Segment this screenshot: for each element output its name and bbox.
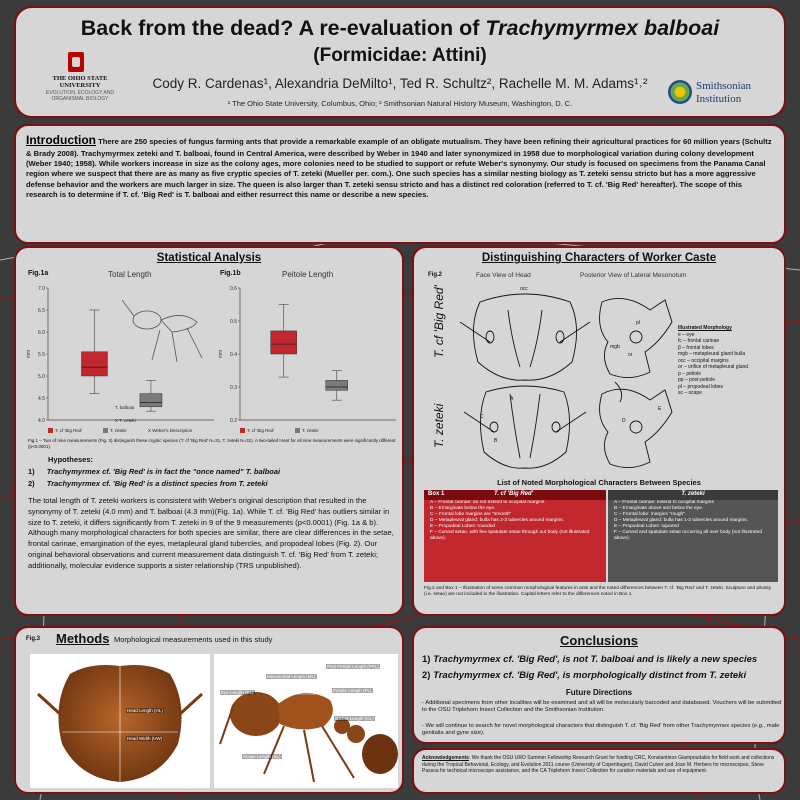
author-list: Cody R. Cardenas¹, Alexandria DeMilto¹, Ted R. Schultz², Rachelle M. M. Adams¹˒² [152,76,648,91]
petiole-length-chart [214,280,404,440]
osu-logo-name: THE OHIO STATE UNIVERSITY [52,75,108,90]
bigred-char-e: E – Propodeal Lobes: rounded [430,523,496,529]
weber-zeteki-marker: X T. zeteki [114,418,136,423]
ant-silhouette-illustration [122,300,202,362]
acknowledgements-heading: Acknowledgements [422,755,469,761]
hypotheses-title: Hypotheses: [48,455,94,464]
letter-c: C [480,414,484,420]
zeteki-char-e: E – Propodeal Lobes: squared [614,523,679,529]
bigred-char-d: D – Metapleural gland: bulla has 2-3 tubercles around margins. [430,517,564,523]
hypothesis-2-num: 2) [28,479,35,488]
box1-table [424,490,778,582]
y-axis-label: mm [26,349,32,359]
stats-heading: Statistical Analysis [156,252,262,264]
morph-item: occ – occipital margins [678,357,729,364]
y-tick-label: 6.0 [38,330,45,336]
scape-length-label: Scape Length (SL) [243,754,281,759]
y-tick-label: 0.2 [230,418,237,424]
total-length-chart [22,280,222,440]
fig2-caption: Fig.2 and Box 1 – Illustration of some common morphological features in ants and the noted differences between T. cf. 'Big Red' and T. zeteki. Sculpture and pilosity (i.e. setae) are not included in the illustration. Capital letters refer to the differences noted in Box 1. [424,586,772,597]
introduction-heading: Introduction [26,133,96,147]
fig2-label: Fig.2 [428,272,443,278]
si-name-line2: Institution [696,92,742,105]
morphology-illustration [450,282,680,478]
box-bigred [271,331,297,354]
hypothesis-1-num: 1) [28,467,35,476]
bigred-char-f: F – Curved setae, with few spatulate setae through out body (not illustrated above). [430,529,590,541]
morph-item: mgb – metapleural gland bulla [678,351,745,357]
hypothesis-2-text: Trachymyrmex cf. 'Big Red' is a distinct species from T. zeteki [46,479,268,488]
conclusions-heading: Conclusions [559,633,638,648]
mesosomal-length-label: Mesosomal Length (ML) [267,674,316,679]
box-zeteki [140,394,162,407]
y-tick-label: 6.5 [38,308,45,314]
si-name-line1: Smithsonian [696,80,752,92]
introduction-body: There are 250 species of fungus farming ants that provide a remarkable example of an obligate mutualism. They have been refining their agricultural practices for 60 million years (Schultz & Brady 2008). Trachymyrmex zeteki and T. balboai, found in Central America, were described by Weber in 1940 and later synonymized in 1958 due to morphological variation during colony development (Weber 1940; 1958). While workers increase in size as the colony ages, more colonies need to be studied to support or refute Weber's synonymy. Our study is focused on specimens from the Panama Canal region where we suspect that there are as many as five cryptic species of T. zeteki (Mueller per. com.). One such species has a similar nesting biology as T. zeteki sensu stricto but has a more aggressive defense behavior and the workers are much larger in size. The queen is also larger than T. zeteki sensu stricto and has a distinct red coloration (referred to T. cf. 'Big Red' hereafter). The scope of this research is to determine if T. cf. 'Big Red' is T. balboai and either resurrect this name or describe a new species. [26,137,772,200]
zeteki-mesonotum [600,389,672,467]
box1-label: Box 1 [428,491,445,497]
morph-item: pp – post-petiole [678,377,715,383]
characters-list-title: List of Noted Morphological Characters Between Species [497,478,701,487]
morph-item: e – eye [678,331,695,338]
box1-bigred-column [424,490,606,582]
fig3-label: Fig.3 [26,636,41,642]
ant-head-shape [133,311,161,329]
legend-swatch-bigred [48,428,53,433]
future-direction-2: - We will continue to search for novel morphological characters that distinguish T. cf. 'Big Red' from other Trachymyrmex species (e.g., male genitalia and gyne size). [422,723,780,737]
label-or: or [628,352,633,358]
posterior-view-title: Posterior View of Lateral Mesonotum [580,272,687,279]
y-tick-label: 4.0 [38,418,45,424]
eye-length-label: Eye Length (EL) [221,690,254,695]
fig1a-title: Total Length [108,270,152,279]
face-view-title: Face View of Head [476,272,531,279]
morph-item: β – frontal lobes [678,344,714,351]
letter-a: A [510,396,514,402]
y-tick-label: 4.5 [38,396,45,402]
conclusion-2-num: 2) [422,670,431,681]
morph-legend-title: Illustrated Morphology [678,325,732,331]
fig1b-title: Peitole Length [282,270,334,279]
box1-zeteki-column [608,490,778,582]
label-mgb: mgb [610,344,620,350]
future-directions-title: Future Directions [565,688,633,697]
legend-swatch-zeteki [295,428,300,433]
post-petiole-length-label: Post Petiole Length (PPL) [327,664,379,669]
letter-b: B [494,438,498,444]
ant-mesosoma-shape [161,315,197,332]
y-tick-label: 0.4 [230,352,237,358]
letter-d: D [622,418,626,424]
box1-header-right [608,490,778,500]
weber-balboai-marker: T. balboai [114,404,135,410]
zeteki-char-f: F – Curved and spatulate setae occurring all over body (not illustrated above). [614,529,762,541]
fig1a-label: Fig.1a [28,270,49,277]
legend-swatch-bigred [240,428,245,433]
acknowledgements-text [422,755,776,775]
petiole-length-label: Petiole Length (PL) [333,688,372,693]
legend-label-zeteki: T. zeteki [110,428,127,433]
title-text: Back from the dead? A re-evaluation of [80,16,486,40]
y-tick-label: 0.3 [230,385,237,391]
side-label-zeteki: T. zeteki [432,403,446,448]
bigred-char-a: A – Frontal carinae: do not extend to occipital margins [430,500,545,505]
acknowledgements-panel [412,748,786,794]
ant-head-image [30,654,210,788]
hypothesis-1-text: Trachymyrmex cf. 'Big Red' is in fact the "once named" T. balboai [46,467,281,476]
legend-swatch-zeteki [103,428,108,433]
ant-legs-shape [122,300,202,362]
zeteki-char-a: A – Frontal carinae: extend to occipital margins [614,500,714,505]
introduction-panel [14,124,786,244]
y-tick-label: 0.6 [230,286,237,292]
zeteki-char-d: D – Metapleural gland: bulla has 1-2 tubercles around margins. [614,517,748,523]
legend-label-bigred: T. cf 'Big Red' [247,428,275,433]
morph-item: sc – scape [678,390,702,396]
osu-block-o-icon [68,52,84,72]
methods-subtitle: Morphological measurements used in this study [114,635,273,644]
zeteki-head-outline [480,386,569,468]
fig1b-label: Fig.1b [220,270,241,277]
smithsonian-sun-icon [668,80,692,104]
box1-header-left [424,490,606,500]
morph-item: p – petiole [678,370,702,377]
morph-item: or – orifice of metapleural gland [678,364,749,370]
y-tick-label: 5.0 [38,374,45,380]
statistical-analysis-panel [14,246,404,616]
bigred-char-c: C – Frontal lobe margins are "smooth" [430,511,512,517]
zeteki-char-c: C – Frontal lobe: margins "rough" [614,511,685,517]
poster-header [14,6,786,118]
methods-panel [14,626,404,794]
poster-title-line2: (Formicidae: Attini) [313,45,487,66]
conclusion-1 [422,654,757,665]
head-width-label: Head Width (HW) [127,736,163,741]
box-bigred [81,352,107,376]
hypothesis-2 [28,479,268,488]
legend-label-bigred: T. cf 'Big Red' [55,428,83,433]
box-zeteki [326,380,348,390]
head-length-label: Head Length (HL) [127,708,163,713]
affiliations: ¹ The Ohio State University, Columbus, Ohio; ² Smithsonian Natural History Museum, Washington, D. C. [227,99,573,108]
legend-label-zeteki: T. zeteki [302,428,319,433]
osu-logo-dept: EVOLUTION, ECOLOGY AND ORGANISMAL BIOLOGY [46,90,114,103]
osu-logo [40,52,120,103]
bigred-char-b: B – Emarginate below the eye. [430,505,496,511]
ant-head-photo [30,654,210,788]
title-species: Trachymyrmex balboai [485,16,720,40]
conclusion-2-text: Trachymyrmex cf. 'Big Red', is morphologically distinct from T. zeteki [433,670,747,681]
smithsonian-logo-name [696,80,751,105]
y-tick-label: 0.5 [230,319,237,325]
side-label-bigred: T. cf 'Big Red' [432,285,446,358]
conclusion-2 [422,670,746,681]
y-tick-label: 7.0 [38,286,45,292]
box1-col-bigred: T. cf 'Big Red' [494,491,534,497]
future-direction-1: - Additional specimens from other localities will be examined and all will be molecularly barcoded and databased. Vouchers will be submitted to the OSU Triplehorn Insect Collection and the Smithsonian Institution. [422,700,782,714]
smithsonian-logo [668,78,783,112]
fig1-caption: Fig.1 – Two of nine measurements (Fig. 3) distinguish these cryptic species (T. cf 'Big Red' N=31, T. zeteki N=31). A two-tailed t-test for all nine measurements were significantly different (p<0.0001). [28,438,396,449]
poster-title-line1 [16,16,784,41]
conclusions-panel [412,626,786,744]
ant-body-photo [214,654,398,788]
letter-e: E [658,406,662,412]
legend-label-weber: X Weber's Description [148,428,193,433]
disting-heading: Distinguishing Characters of Worker Caste [481,252,717,264]
morphology-legend [678,325,748,397]
morph-item: pl – propodeal lobes [678,383,724,390]
acknowledgements-body: : We thank the OSU URO Summer Fellowship Research Grant for funding CRC, Konstantinos Giampoudakis for field work and collections during the Tropical Behavioral, Ecology, and Evolution 2011 course (University of Copenhagen), David Culver and Joan M. Herbers for microscopes, Steve Passoa for technical microscope assistance, and the CA Triplehorn Insect Collection for curation materials and use of equipment. [422,755,775,774]
label-occ: occ [520,286,528,292]
conclusion-1-text: Trachymyrmex cf. 'Big Red', is not T. balboai and is likely a new species [433,654,758,665]
introduction-text [26,132,774,201]
methods-heading: Methods [56,631,110,646]
distinguishing-characters-panel [412,246,786,616]
box1-col-zeteki: T. zeteki [681,491,705,497]
y-tick-label: 5.5 [38,352,45,358]
bigred-head-outline [473,294,576,380]
label-pl: pl [636,320,640,326]
zeteki-char-b: B – Emarginate above and below the eye. [614,505,704,511]
hypothesis-1 [28,467,280,476]
gaster-length-label: Gaster Length (GL) [335,716,374,721]
bigred-mesonotum [600,298,672,377]
morph-item: fc – frontal carinae [678,338,720,344]
y-axis-label: mm [218,349,224,359]
conclusion-1-num: 1) [422,654,431,665]
stats-body-text: The total length of T. zeteki workers is consistent with Weber's original description that resulted in the synonymy of T. zeteki (4.0 mm) and T. balboai (4.3 mm)(Fig. 1a). While T. cf. 'Big Red' has outliers similar in size to T. zeteki, it differs significantly from T. zeteki in 9 of the 9 measurements (p<0.0001) (Fig. 1a & b). Although many morphological characters for both species are similar, there are clear differences in the setae, frontal carinae, emargination of the eyes, metapleural gland tubercles, and propodeal lobes (Fig. 2). Our original behavioral observations and current measurement data distinguish T. cf. 'Big Red' from T. zeteki; additionally, molecular evidence supports a sister relationship (TRS unpublished). [28,496,394,570]
